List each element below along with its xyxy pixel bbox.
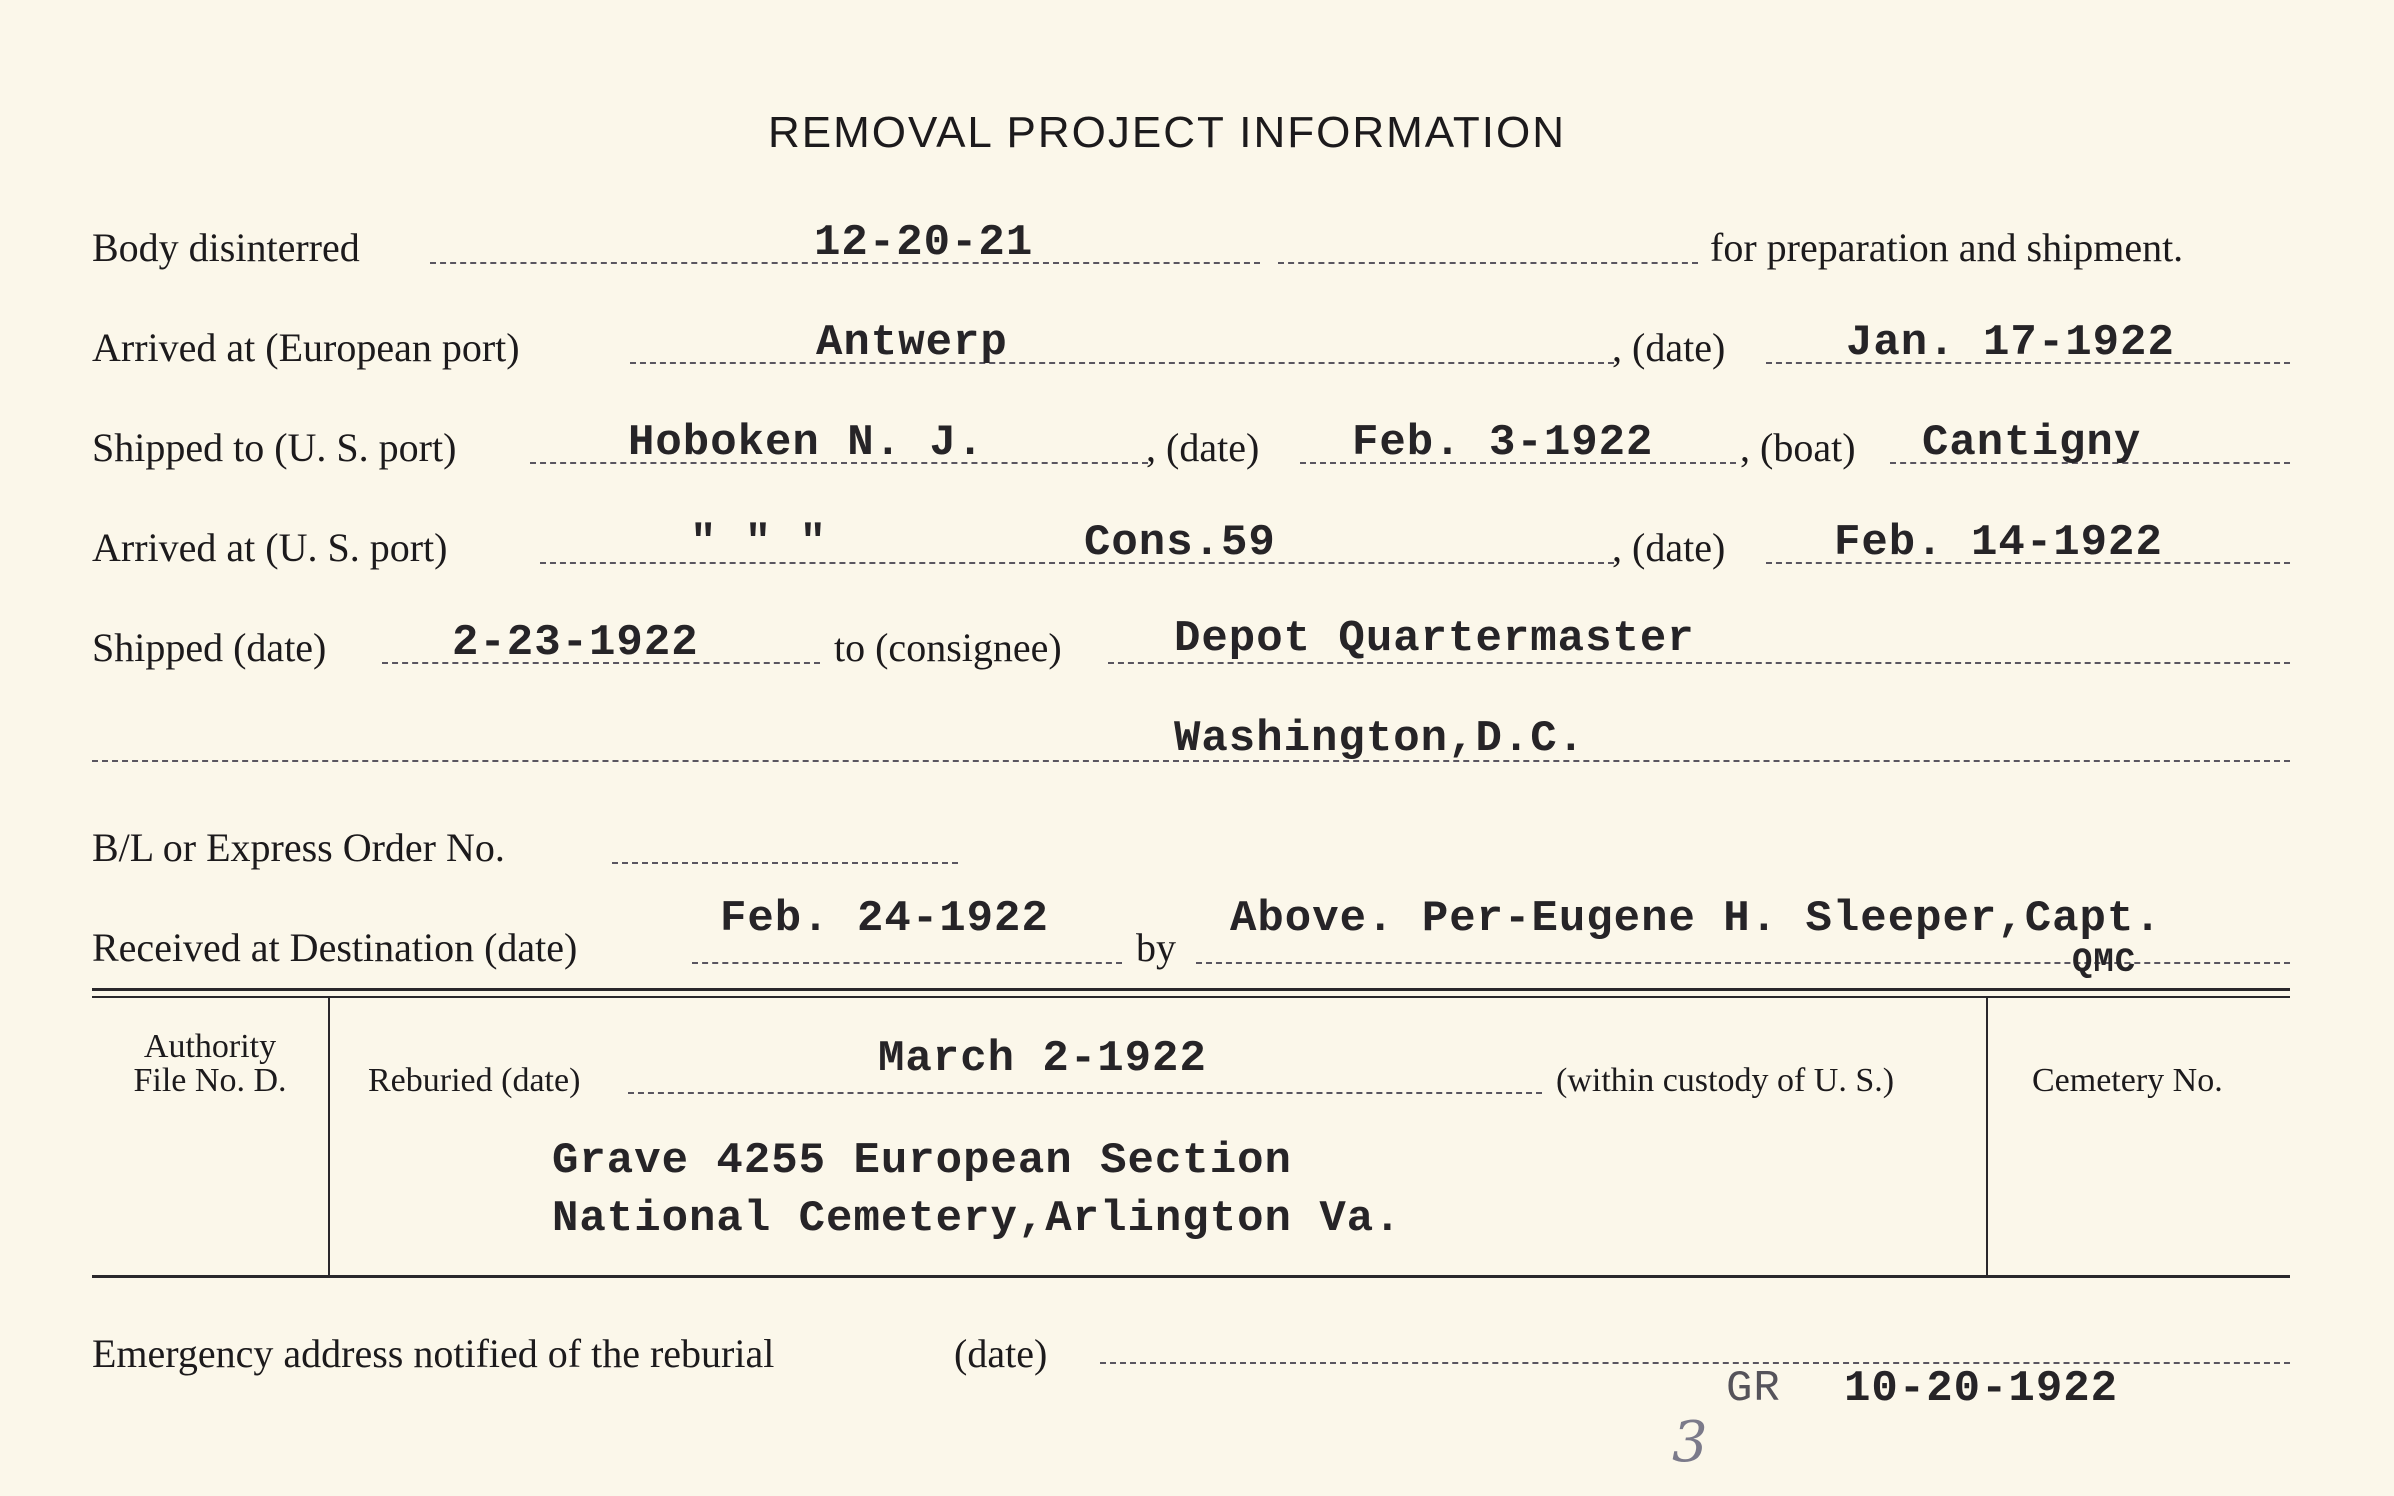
body-disinterred-label: Body disinterred [92, 225, 360, 270]
cons-number-value: Cons.59 [1084, 518, 1276, 568]
us-port-value: Hoboken N. J. [628, 418, 985, 468]
bl-order-label: B/L or Express Order No. [92, 825, 505, 870]
reburied-date-value: March 2-1922 [878, 1034, 1207, 1084]
box-divider-left [328, 998, 330, 1275]
shipped-date-value: 2-23-1922 [452, 618, 699, 668]
received-by-unit: QMC [2072, 944, 2137, 982]
received-date-value: Feb. 24-1922 [720, 894, 1049, 944]
european-port-line [630, 362, 1614, 364]
grave-line2-value: National Cemetery,Arlington Va. [552, 1194, 1402, 1244]
us-ship-date-label: , (date) [1146, 425, 1260, 470]
european-port-value: Antwerp [816, 318, 1008, 368]
arrived-european-port-label: Arrived at (European port) [92, 325, 520, 370]
emergency-date-label: (date) [954, 1331, 1048, 1376]
reburied-line [628, 1092, 1542, 1094]
box-top-rule-2 [92, 996, 2290, 998]
arrived-us-date-label: , (date) [1612, 525, 1726, 570]
emergency-date-line [1100, 1362, 1346, 1364]
boat-value: Cantigny [1922, 418, 2142, 468]
reburied-label: Reburied (date) [368, 1062, 581, 1099]
received-date-line [692, 962, 1122, 964]
received-destination-label: Received at Destination (date) [92, 925, 578, 970]
authority-label: Authority [143, 1028, 277, 1065]
received-by-label: by [1136, 925, 1176, 970]
arrived-us-port-ditto: " " " [690, 518, 828, 568]
us-ship-date-value: Feb. 3-1922 [1352, 418, 1654, 468]
box-bottom-rule [92, 1275, 2290, 1278]
within-custody-label: (within custody of U. S.) [1556, 1062, 1895, 1099]
box-divider-right [1986, 998, 1988, 1275]
european-date-value: Jan. 17-1922 [1846, 318, 2175, 368]
file-no-label: File No. D. [133, 1062, 287, 1099]
emergency-date-line-b [1352, 1362, 2290, 1364]
bl-order-line [612, 862, 958, 864]
boat-label: , (boat) [1740, 425, 1856, 470]
box-top-rule-1 [92, 988, 2290, 991]
arrived-us-date-value: Feb. 14-1922 [1834, 518, 2163, 568]
footer-date-value: 10-20-1922 [1844, 1364, 2119, 1414]
consignee-line1-value: Depot Quartermaster [1174, 614, 1695, 664]
shipped-to-us-port-label: Shipped to (U. S. port) [92, 425, 457, 470]
footer-initials: GR [1726, 1364, 1781, 1414]
handwritten-mark: 3 [1672, 1410, 1708, 1475]
grave-line1-value: Grave 4255 European Section [552, 1136, 1292, 1186]
european-date-label: , (date) [1612, 325, 1726, 370]
consignee-line2-value: Washington,D.C. [1174, 714, 1586, 764]
disinterred-date-value: 12-20-21 [814, 218, 1034, 268]
body-disinterred-line-b [1278, 262, 1698, 264]
card-title: REMOVAL PROJECT INFORMATION [768, 108, 1566, 157]
emergency-label: Emergency address notified of the reburial [92, 1331, 775, 1376]
received-by-value: Above. Per-Eugene H. Sleeper,Capt. [1230, 894, 2162, 944]
shipped-date-label: Shipped (date) [92, 625, 327, 670]
cemetery-no-label: Cemetery No. [2032, 1062, 2223, 1099]
arrived-us-port-label: Arrived at (U. S. port) [92, 525, 448, 570]
for-preparation-label: for preparation and shipment. [1710, 225, 2184, 270]
to-consignee-label: to (consignee) [834, 625, 1062, 670]
